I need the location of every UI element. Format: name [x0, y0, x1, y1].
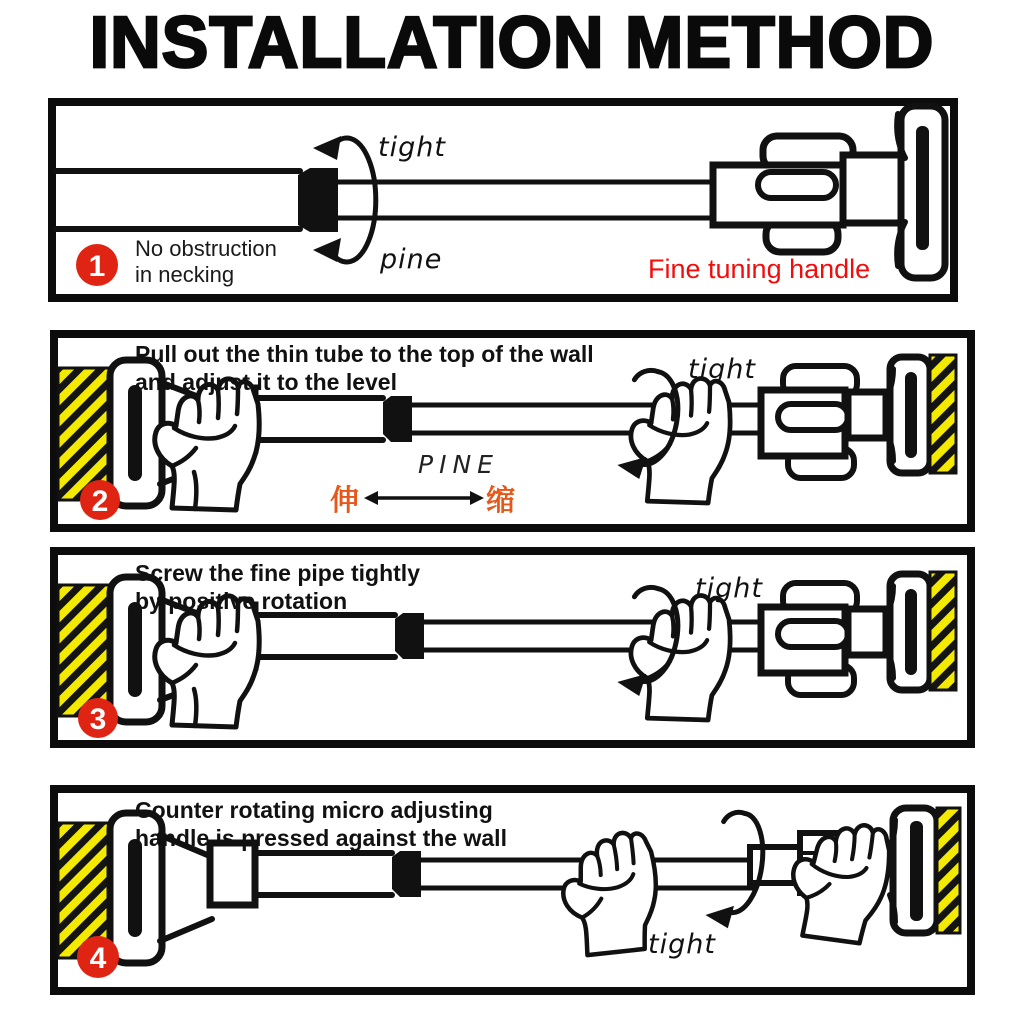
- pine-label: PINE: [418, 450, 499, 479]
- necking-collar: [395, 613, 424, 659]
- step-number: 2: [91, 485, 109, 518]
- necking-collar: [392, 851, 421, 897]
- caption-line2: handle is pressed against the wall: [135, 825, 507, 851]
- wall-hatch-right: [937, 808, 960, 933]
- tight-label: tight: [378, 132, 446, 163]
- extend-char: 伸: [330, 485, 360, 517]
- step-number: 3: [89, 703, 107, 736]
- step4-panel: [50, 785, 975, 995]
- necking-collar: [383, 396, 412, 442]
- pine-label: pine: [380, 244, 443, 275]
- caption-line1: Pull out the thin tube to the top of the wall: [135, 341, 594, 367]
- step1-diagram: [48, 98, 958, 302]
- step-note-line1: No obstruction: [135, 236, 277, 261]
- step2-diagram: [50, 330, 975, 532]
- tight-label: tight: [648, 929, 716, 960]
- step3-diagram: [50, 547, 975, 748]
- page-title: INSTALLATION METHOD: [89, 1, 935, 83]
- step-number: 1: [88, 250, 106, 283]
- step3-panel: [50, 547, 975, 748]
- caption-line2: and adjust it to the level: [135, 369, 397, 395]
- step-number: 4: [89, 942, 107, 975]
- wall-hatch-right: [930, 572, 956, 690]
- step-badge: [77, 936, 119, 978]
- step1-panel: [48, 98, 958, 302]
- tight-label: tight: [695, 573, 763, 604]
- caption-line1: Screw the fine pipe tightly: [135, 560, 420, 586]
- step-note-line2: in necking: [135, 262, 235, 287]
- caption-line2: by positive rotation: [135, 588, 348, 614]
- tight-label: tight: [688, 354, 756, 385]
- necking-collar: [298, 168, 338, 232]
- step-badge: [80, 480, 120, 520]
- step-badge: [78, 698, 118, 738]
- wall-hatch-right: [930, 355, 956, 473]
- step2-panel: [50, 330, 975, 532]
- step-badge: [76, 244, 118, 286]
- caption-line1: Counter rotating micro adjusting: [135, 797, 493, 823]
- retract-char: 缩: [486, 485, 516, 517]
- end-cap-right: [890, 808, 937, 933]
- step4-diagram: [50, 785, 975, 995]
- handle-label: Fine tuning handle: [648, 254, 871, 284]
